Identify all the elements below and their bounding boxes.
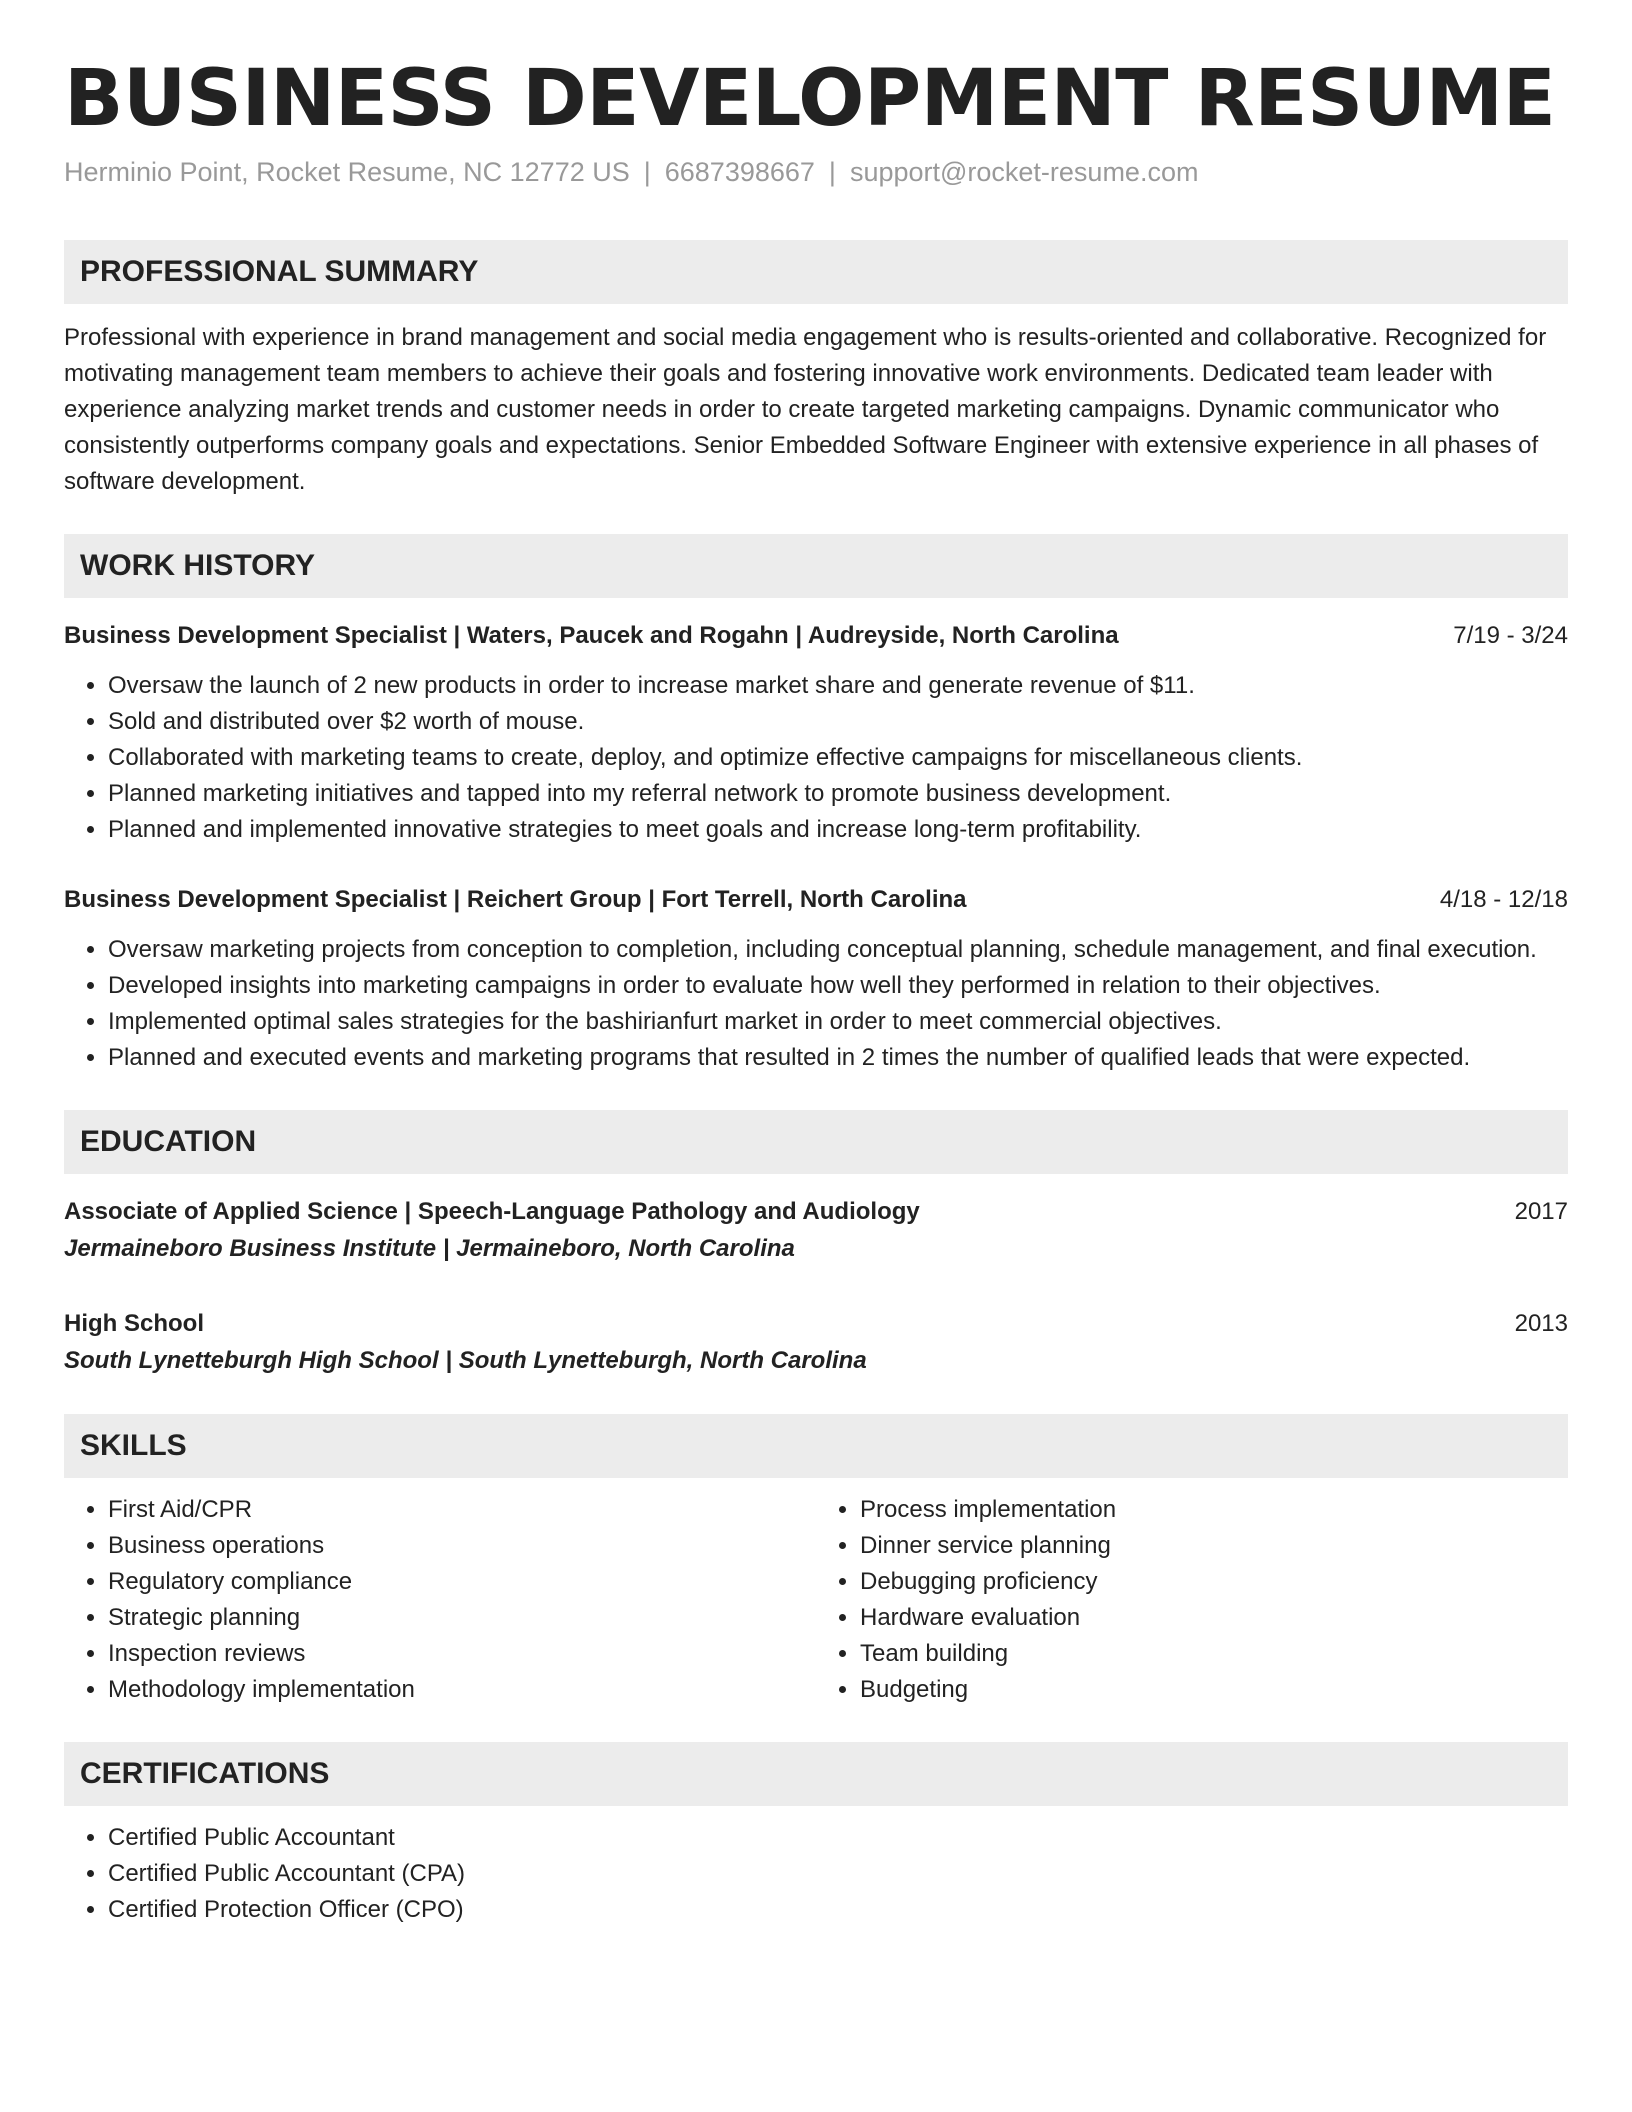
job-header (64, 618, 1568, 654)
contact-line (64, 155, 1568, 190)
job-title: Business Development Specialist | Waters, Paucek and Rogahn | Audreyside, North Carolina (64, 622, 1119, 650)
job-dates: 7/19 - 3/24 (1453, 622, 1568, 650)
certification-item: • Certified Protection Officer (CPO) (108, 1892, 1568, 1928)
education-institution: Jermaineboro Business Institute | Jermaineboro, North Carolina (64, 1235, 795, 1263)
skill-item: • Process implementation (860, 1492, 1568, 1528)
job-header (64, 882, 1568, 918)
contact-email: support@rocket-resume.com (849, 157, 1199, 188)
section-header-work-history: WORK HISTORY (64, 534, 1568, 598)
job-bullet: • Planned marketing initiatives and tapped into my referral network to promote business development. (108, 776, 1568, 812)
education-institution: South Lynetteburgh High School | South Lynetteburgh, North Carolina (64, 1347, 867, 1375)
job-bullet: • Collaborated with marketing teams to create, deploy, and optimize effective campaigns for miscellaneous clients. (108, 740, 1568, 776)
job-bullet: • Planned and executed events and marketing programs that resulted in 2 times the number of qualified leads that were expected. (108, 1040, 1568, 1076)
education-year: 2017 (1514, 1198, 1568, 1226)
job-bullet: • Oversaw marketing projects from conception to completion, including conceptual planning, schedule management, and final execution. (108, 932, 1568, 968)
skill-item: • Strategic planning (108, 1600, 816, 1636)
contact-separator: | (643, 157, 651, 188)
job-entry (64, 618, 1568, 848)
skill-item: • Dinner service planning (860, 1528, 1568, 1564)
certification-item: • Certified Public Accountant (CPA) (108, 1856, 1568, 1892)
skill-item: • Business operations (108, 1528, 816, 1564)
skill-item: • Team building (860, 1636, 1568, 1672)
job-bullet: • Planned and implemented innovative strategies to meet goals and increase long-term profitability. (108, 812, 1568, 848)
job-bullets (64, 668, 1568, 848)
skills-grid (64, 1492, 1568, 1708)
resume-title: BUSINESS DEVELOPMENT RESUME (64, 54, 1556, 144)
skill-item: • Debugging proficiency (860, 1564, 1568, 1600)
section-header-skills: SKILLS (64, 1414, 1568, 1478)
job-title: Business Development Specialist | Reichert Group | Fort Terrell, North Carolina (64, 886, 967, 914)
job-bullet: • Sold and distributed over $2 worth of mouse. (108, 704, 1568, 740)
section-header-certifications: CERTIFICATIONS (64, 1742, 1568, 1806)
certification-item: • Certified Public Accountant (108, 1820, 1568, 1856)
education-entry (64, 1194, 1568, 1268)
contact-phone: 6687398667 (664, 157, 815, 188)
job-entry (64, 882, 1568, 1076)
job-bullet: • Developed insights into marketing campaigns in order to evaluate how well they performed in relation to their objectives. (108, 968, 1568, 1004)
contact-separator: | (828, 157, 836, 188)
skill-item: • Hardware evaluation (860, 1600, 1568, 1636)
job-bullet: • Implemented optimal sales strategies for the bashirianfurt market in order to meet commercial objectives. (108, 1004, 1568, 1040)
section-header-summary: PROFESSIONAL SUMMARY (64, 240, 1568, 304)
education-header (64, 1194, 1568, 1230)
skill-item: • Budgeting (860, 1672, 1568, 1708)
contact-address: Herminio Point, Rocket Resume, NC 12772 US (64, 157, 630, 188)
skill-item: • Inspection reviews (108, 1636, 816, 1672)
education-year: 2013 (1514, 1310, 1568, 1338)
education-degree: Associate of Applied Science | Speech-Language Pathology and Audiology (64, 1198, 920, 1226)
skill-item: • Regulatory compliance (108, 1564, 816, 1600)
section-header-education: EDUCATION (64, 1110, 1568, 1174)
job-bullet: • Oversaw the launch of 2 new products in order to increase market share and generate revenue of $11. (108, 668, 1568, 704)
certification-list (64, 1820, 1568, 1928)
education-degree: High School (64, 1310, 204, 1338)
skills-column-left (64, 1492, 816, 1708)
skill-item: • First Aid/CPR (108, 1492, 816, 1528)
job-bullets (64, 932, 1568, 1076)
skill-item: • Methodology implementation (108, 1672, 816, 1708)
education-entry (64, 1306, 1568, 1380)
summary-text: Professional with experience in brand management and social media engagement who is results-oriented and collaborative. Recognized for motivating management team members to achieve their goals and fostering innovative work environments. Dedicated team leader with experience analyzing market trends and customer needs in order to create targeted marketing campaigns. Dynamic communicator who consistently outperforms company goals and expectations. Senior Embedded Software Engineer with extensive experience in all phases of software development. (64, 324, 1547, 496)
skills-column-right (816, 1492, 1568, 1708)
job-dates: 4/18 - 12/18 (1439, 886, 1568, 914)
education-header (64, 1306, 1568, 1342)
